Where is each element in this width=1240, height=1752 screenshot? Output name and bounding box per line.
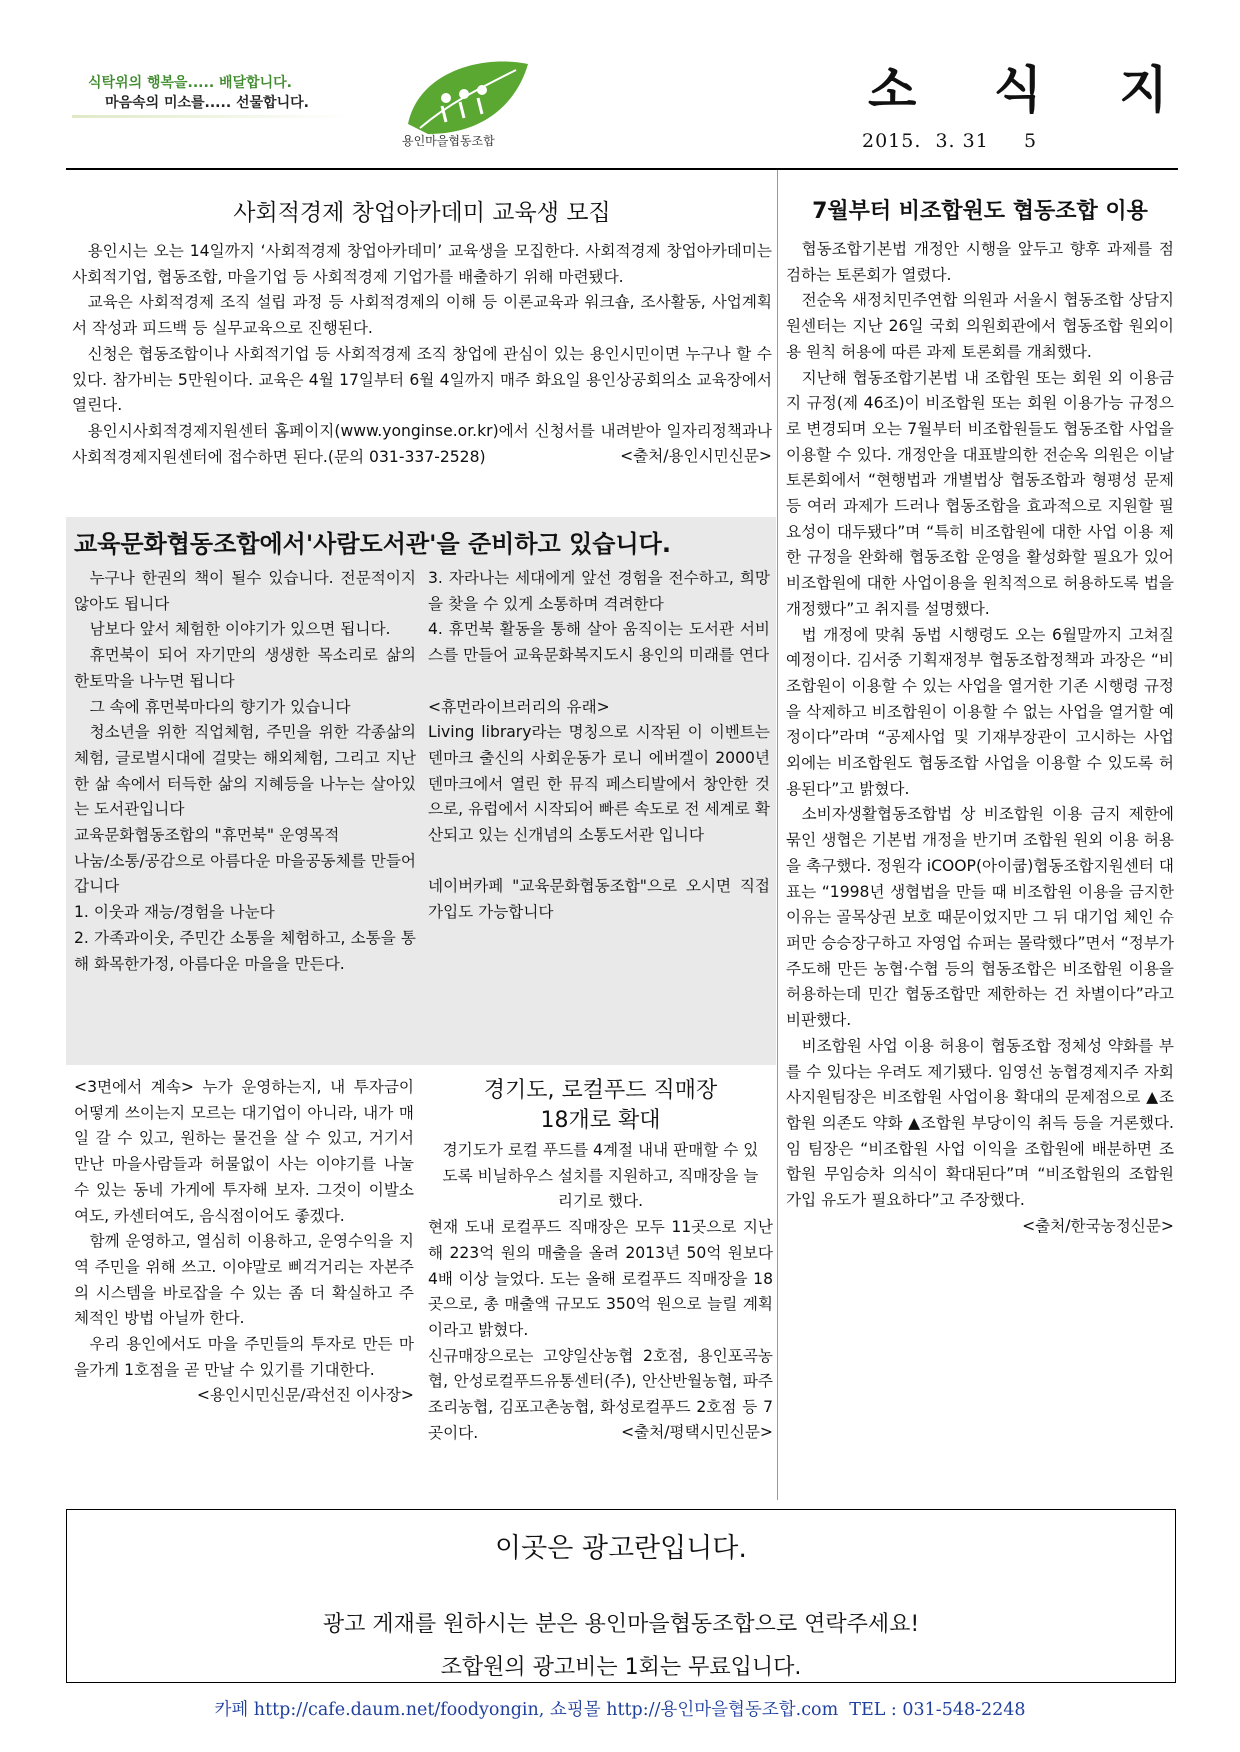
paragraph: Living library라는 명칭으로 시작된 이 이벤트는 덴마크 출신의 사회운동가 로니 에버겔이 2000년 덴마크에서 열린 한 뮤직 페스티발에서 창안한 것으로, 유럽에서 시작되어 빠른 속도로 전 세계로 확산되고 있는 신개념의 소통도서관 입니다 [428, 723, 770, 845]
article-non-member-paragraph: 비조합원 사업 이용 허용이 협동조합 정체성 약화를 부를 수 있다는 우려도 제기됐다. 임영선 농협경제지주 자회사지원팀장은 비조합원 사업이용 확대의 문제점으로 ▲조합원 의존도 약화 ▲조합원 부당이익 취득 등을 거론했다. 임 팀장은 “비조합원 사업 이익을 조합원에 배분하면 조합원 무임승차 의식이 확대된다”며 “비조합원의 조합원 가입 유도가 필요하다”고 주장했다. [786, 1036, 1174, 1210]
paragraph: 누구나 한권의 책이 될수 있습니다. 전문적이지 않아도 됩니다 [74, 569, 416, 613]
paragraph: 남보다 앞서 체험한 이야기가 있으면 됩니다. [89, 620, 391, 639]
ad-line-1: 광고 게재를 원하시는 분은 용인마을협동조합으로 연락주세요! [322, 1612, 920, 1637]
article-non-member [786, 194, 1174, 1239]
paragraph: 함께 운영하고, 열심히 이용하고, 운영수익을 지역 주민을 위해 쓰고. 이야말로 삐걱거리는 자본주의 시스템을 바로잡을 수 있는 좀 더 확실하고 주체적인 방법 아닐까 한다. [74, 1232, 414, 1328]
article-local-food-title-1: 경기도, 로컬푸드 직매장 [483, 1078, 718, 1103]
article-local-food-paragraph: 신규매장으로는 고양일산농협 2호점, 용인포곡농협, 안성로컬푸드유통센터(주), 안산반월농협, 파주조리농협, 김포고촌농협, 화성로컬푸드 2호점 등 7곳이다. [428, 1346, 773, 1442]
paragraph: 나눔/소통/공감으로 아름다운 마을공동체를 만들어 갑니다 [74, 851, 416, 896]
paragraph [428, 849, 770, 875]
paragraph: 3. 자라나는 세대에게 앞선 경험을 전수하고, 희망을 찾을 수 있게 소통하며 격려한다 [428, 569, 770, 613]
human-library-right-column [428, 566, 770, 926]
article-recruit [72, 194, 772, 469]
paragraph: 교육문화협동조합의 "휴먼북" 운영목적 [74, 826, 340, 845]
article-recruit-title: 사회적경제 창업아카데미 교육생 모집 [233, 200, 611, 226]
paragraph [428, 669, 770, 695]
human-library-title: 교육문화협동조합에서'사람도서관'을 준비하고 있습니다. [74, 530, 671, 558]
paragraph: 네이버카페 "교육문화협동조합"으로 오시면 직접 가입도 가능합니다 [428, 877, 770, 922]
issue-date-number: 2015. 3. 31 5 [862, 130, 1038, 152]
article-non-member-paragraph: 법 개정에 맞춰 동법 시행령도 오는 6월말까지 고쳐질 예정이다. 김서중 기획재정부 협동조합정책과 과장은 “비조합원이 이용할 수 있는 사업을 열거한 기존 시행령 규정을 삭제하고 비조합원이 이용할 수 없는 사업을 열거할 예정이다”라며 “공제사업 및 기재부장관이 고시하는 사업 외에는 비조합원도 협동조합 사업을 이용할 수 있도록 허용된다”고 밝혔다. [786, 625, 1174, 798]
header-rule [66, 168, 1178, 170]
paragraph: <3면에서 계속> 누가 운영하는지, 내 투자금이 어떻게 쓰이는지 모르는 대기업이 아니라, 내가 매일 갈 수 있고, 원하는 물건을 살 수 있고, 거기서 만난 마을사람들과 허물없이 사는 이야기를 나눌 수 있는 동네 가게에 투자해 보자. 그것이 이발소여도, 카센터여도, 음식점이어도 좋겠다. [74, 1078, 414, 1225]
slogan-line-1: 식탁위의 행복을..... 배달합니다. [88, 75, 292, 91]
footer-contact: 카페 http://cafe.daum.net/foodyongin, 쇼핑몰 http://용인마을협동조합.com TEL : 031-548-2248 [214, 1700, 1026, 1720]
article-village-store-source: <용인시민신문/곽선진 이사장> [196, 1386, 414, 1405]
slogan-underline [72, 115, 352, 118]
article-recruit-paragraph: 용인시는 오는 14일까지 ‘사회적경제 창업아카데미’ 교육생을 모집한다. 사회적경제 창업아카데미는 사회적기업, 협동조합, 마을기업 등 사회적경제 기업가를 배출하기 위해 마련됐다. [72, 242, 772, 286]
article-non-member-paragraph: 협동조합기본법 개정안 시행을 앞두고 향후 과제를 점검하는 토론회가 열렸다. [786, 240, 1174, 284]
article-non-member-paragraph: 전순옥 새정치민주연합 의원과 서울시 협동조합 상담지원센터는 지난 26일 국회 의원회관에서 협동조합 원외이용 원칙 허용에 따른 과제 토론회를 개최했다. [786, 291, 1174, 361]
article-non-member-source: <출처/한국농정신문> [1022, 1216, 1174, 1235]
column-divider [777, 170, 778, 1500]
article-recruit-paragraph: 신청은 협동조합이나 사회적기업 등 사회적경제 조직 창업에 관심이 있는 용인시민이면 누구나 할 수 있다. 참가비는 5만원이다. 교육은 4월 17일부터 6월 4일까지 매주 화요일 용인상공회의소 교육장에서 열린다. [72, 344, 772, 415]
ad-title: 이곳은 광고란입니다. [495, 1533, 747, 1564]
article-village-store [74, 1075, 414, 1408]
human-library-left-column [74, 566, 416, 977]
advertisement-box [66, 1509, 1176, 1683]
logo-caption: 용인마을협동조합 [402, 134, 495, 148]
paragraph: 우리 용인에서도 마을 주민들의 투자로 만든 마을가게 1호점을 곧 만날 수 있기를 기대한다. [74, 1335, 414, 1379]
article-local-food [428, 1076, 773, 1445]
article-local-food-title-2: 18개로 확대 [540, 1108, 661, 1133]
ad-line-2: 조합원의 광고비는 1회는 무료입니다. [440, 1655, 802, 1680]
paragraph: 4. 휴먼북 활동을 통해 살아 움직이는 도서관 서비스를 만들어 교육문화복지도시 용인의 미래를 연다 [428, 620, 770, 665]
paragraph: 2. 가족과이웃, 주민간 소통을 체험하고, 소통을 통해 화목한가정, 아름다운 마을을 만든다. [74, 928, 416, 973]
article-local-food-lead: 경기도가 로컬 푸드를 4계절 내내 판매할 수 있도록 비닐하우스 설치를 지원하고, 직매장을 늘리기로 했다. [442, 1141, 759, 1211]
article-recruit-paragraph: 교육은 사회적경제 조직 설립 과정 등 사회적경제의 이해 등 이론교육과 워크숍, 조사활동, 사업계획서 작성과 피드백 등 실무교육으로 진행된다. [72, 293, 772, 338]
paragraph: 그 속에 휴먼북마다의 향기가 있습니다 [89, 697, 351, 716]
masthead-title: 소 식 지 [868, 61, 1198, 119]
article-non-member-paragraph: 지난해 협동조합기본법 내 조합원 또는 회원 외 이용금지 규정(제 46조)이 비조합원 또는 회원 이용가능 규정으로 변경되며 오는 7월부터 비조합원들도 협동조합 사업을 이용할 수 있다. 개정안을 대표발의한 전순옥 의원은 이날 토론회에서 “현행법과 개별법상 협동조합과 형평성 문제 등 여러 과제가 드러나 협동조합을 효과적으로 지원할 필요성이 대두됐다”며 “특히 비조합원에 대한 사업 이용 제한 규정을 완화해 협동조합 운영을 활성화할 필요가 있어 비조합원에 대한 사업이용을 원칙적으로 허용하도록 법을 개정했다”고 취지를 설명했다. [786, 368, 1174, 618]
paragraph: 청소년을 위한 직업체험, 주민을 위한 각종삶의 체험, 글로벌시대에 걸맞는 해외체험, 그리고 지난한 삶 속에서 터득한 삶의 지혜등을 나누는 살아있는 도서관입니다 [74, 723, 416, 819]
paragraph: 1. 이웃과 재능/경험을 나눈다 [74, 903, 275, 922]
article-non-member-title: 7월부터 비조합원도 협동조합 이용 [812, 199, 1148, 224]
paragraph: 휴먼북이 되어 자기만의 생생한 목소리로 삶의 한토막을 나누면 됩니다 [74, 646, 416, 690]
article-recruit-paragraph: 용인시사회적경제지원센터 홈페이지(www.yonginse.or.kr)에서 신청서를 내려받아 일자리정책과나 사회적경제지원센터에 접수하면 된다.(문의 031-337-2528) [72, 421, 772, 466]
article-non-member-paragraph: 소비자생활협동조합법 상 비조합원 이용 금지 제한에 묶인 생협은 기본법 개정을 반기며 조합원 원외 이용 허용을 촉구했다. 정원각 iCOOP(아이쿱)협동조합지원센터 대표는 “1998년 생협법을 만들 때 비조합원 이용을 금지한 이유는 골목상권 보호 때문이었지만 그 뒤 대기업 체인 슈퍼만 승승장구하고 자영업 슈퍼는 몰락했다”면서 “정부가 주도해 만든 농협·수협 등의 협동조합은 비조합원 이용을 허용하는데 민간 협동조합만 제한하는 건 차별이다”라고 비판했다. [786, 805, 1174, 1030]
article-local-food-paragraph: 현재 도내 로컬푸드 직매장은 모두 11곳으로 지난해 223억 원의 매출을 올려 2013년 50억 원보다 4배 이상 늘었다. 도는 올해 로컬푸드 직매장을 18곳으로, 총 매출액 규모도 350억 원으로 늘릴 계획이라고 밝혔다. [428, 1218, 773, 1339]
article-recruit-source: <출처/용인시민신문> [620, 447, 772, 466]
article-local-food-source: <출처/평택시민신문> [621, 1423, 773, 1442]
slogan-line-2: 마음속의 미소를..... 선물합니다. [105, 95, 309, 111]
paragraph: <휴먼라이브러리의 유래> [428, 697, 610, 716]
